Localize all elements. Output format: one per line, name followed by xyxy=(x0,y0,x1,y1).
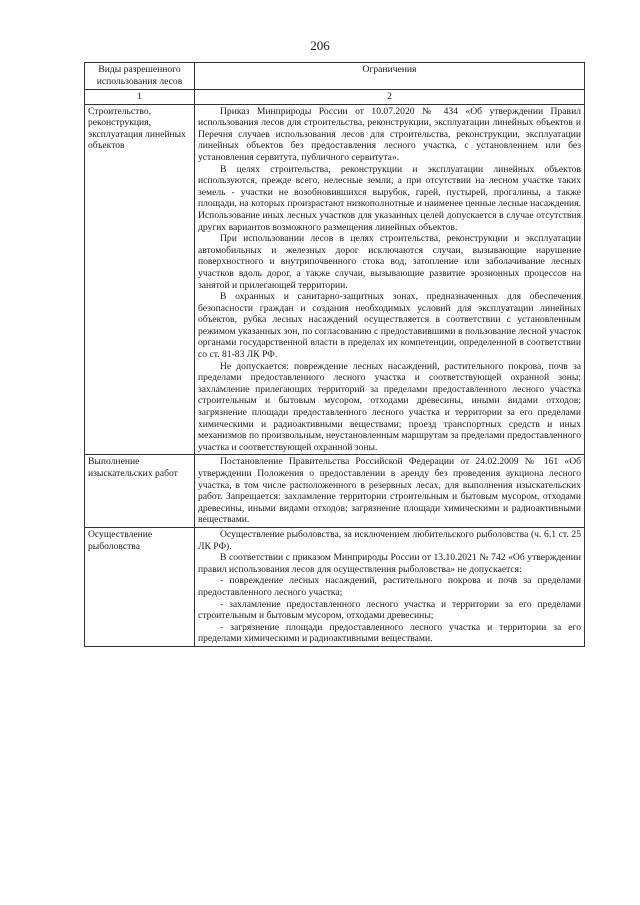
column-number-row xyxy=(85,90,585,105)
restrictions-cell xyxy=(195,455,585,528)
restriction-paragraph: Не допускается: повреждение лесных насаждений, растительного покрова, почв за пределами предоставленного лесного участка и соответствующей охранной зоны; захламление прилегающих территорий за пределами предоставленного лесного участка строительным и бытовым мусором, отходами древесины, иными видами отходов; загрязнение площади предоставленного лесного участка и территории за его пределами химическими и радиоактивными веществами; проезд транспортных средств и иных механизмов по произвольным, неустановленным маршрутам за пределами предоставленного участка и соответствующей охранной зоны. xyxy=(198,360,581,453)
restrictions-cell xyxy=(195,527,585,646)
restriction-paragraph: Приказ Минприроды России от 10.07.2020 № 434 «Об утверждении Правил использования лесов для строительства, реконструкции, эксплуатации линейных объектов и Перечня случаев использования лесов для строительства, реконструкции, эксплуатации линейных объектов без предоставления лесного участка, с установлением или без установления сервитута, публичного сервитута». xyxy=(198,105,581,163)
restrictions-cell xyxy=(195,104,585,455)
forest-use-type: Строительство, реконструкция, эксплуатация линейных объектов xyxy=(85,104,195,455)
restriction-paragraph: Осуществление рыболовства, за исключением любительского рыболовства (ч. 6.1 ст. 25 ЛК РФ). xyxy=(198,528,581,552)
restriction-paragraph: В целях строительства, реконструкции и эксплуатации линейных объектов используются, прежде всего, нелесные земли, а при отсутствии на лесном участке таких земель - участки не возобновившихся вырубок, гарей, пустырей, прогалины, а также площади, на которых произрастают низкополнотные и наименее ценные лесные насаждения. Использование иных лесных участков для указанных целей допускается в случае отсутствия других вариантов возможного размещения линейных объектов. xyxy=(198,163,581,233)
table-row xyxy=(85,104,585,455)
column-number-1: 1 xyxy=(85,90,195,105)
header-restrictions: Ограничения xyxy=(195,63,585,90)
restriction-paragraph: В охранных и санитарно-защитных зонах, предназначенных для обеспечения безопасности граждан и создания необходимых условий для эксплуатации линейных объектов, рубка лесных насаждений осуществляется в соответствии с установленным режимом указанных зон, по согласованию с предоставившими в пользование лесной участок органами государственной власти в пределах их компетенции, определенной в соответствии со ст. 81-83 ЛК РФ. xyxy=(198,291,581,361)
restriction-list-item: - загрязнение площади предоставленного лесного участка и территории за его пределами химическими и радиоактивными веществами. xyxy=(198,621,581,645)
table-row xyxy=(85,455,585,528)
restriction-list-item: - захламление предоставленного лесного участка и территории за его пределами строительным и бытовым мусором, отходами древесины; xyxy=(198,598,581,622)
restriction-paragraph: Постановление Правительства Российской Федерации от 24.02.2009 № 161 «Об утверждении Положения о предоставлении в аренду без проведения аукциона лесного участка, в том числе расположенного в резервных лесах, для выполнения изыскательских работ. Запрещается: захламление территории строительным и бытовым мусором, отходами древесины, иными видами отходов; загрязнение площади химическими и радиоактивными веществами. xyxy=(198,456,581,526)
forest-use-type: Выполнение изыскательских работ xyxy=(85,455,195,528)
restriction-paragraph: При использовании лесов в целях строительства, реконструкции и эксплуатации автомобильных и железных дорог исключаются случаи, вызывающие нарушение поверхностного и внутрипочвенного стока вод, затопление или заболачивание лесных участков вдоль дорог, а также случаи, вызывающие развитие эрозионных процессов на занятой и прилегающей территории. xyxy=(198,233,581,291)
table-row xyxy=(85,527,585,646)
restriction-paragraph: В соответствии с приказом Минприроды России от 13.10.2021 № 742 «Об утверждении правил использования лесов для осуществления рыболовства» не допускается: xyxy=(198,552,581,575)
page-number: 206 xyxy=(310,38,330,53)
table-header-row xyxy=(85,63,585,90)
column-number-2: 2 xyxy=(195,90,585,105)
restriction-list-item: - повреждение лесных насаждений, растительного покрова и почв за пределами предоставленного лесного участка; xyxy=(198,575,581,598)
header-forest-use-type: Виды разрешенного использования лесов xyxy=(85,63,195,90)
forest-use-type: Осуществление рыболовства xyxy=(85,527,195,646)
forest-use-restrictions-table xyxy=(84,62,585,647)
